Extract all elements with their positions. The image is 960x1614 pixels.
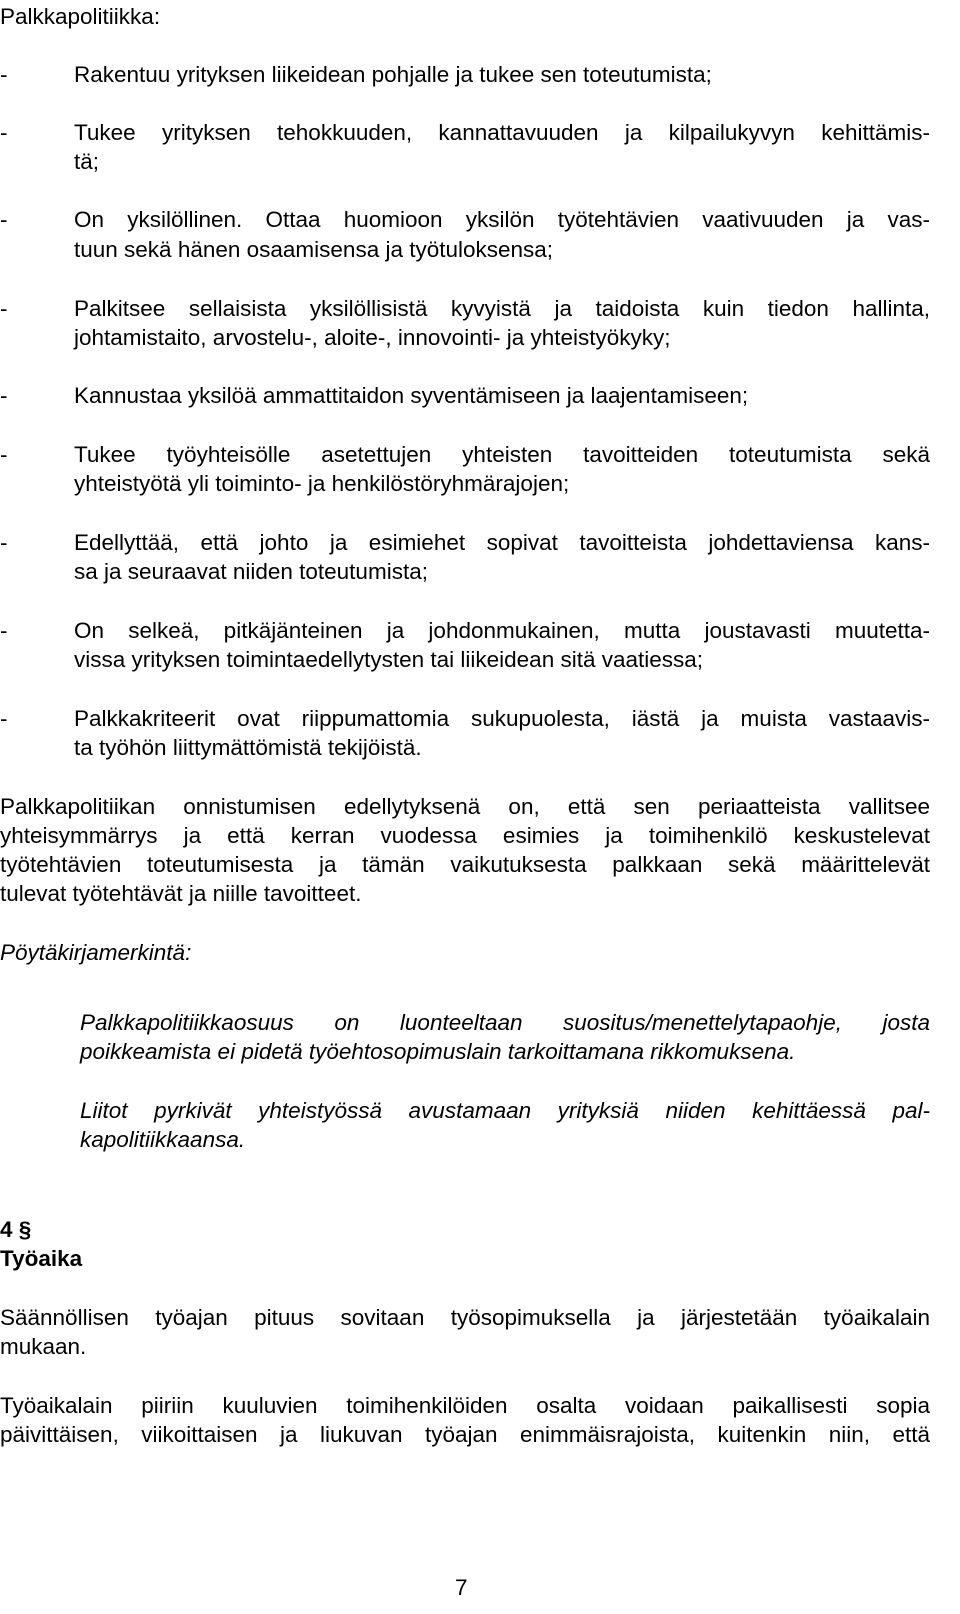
bullet-line: On selkeä, pitkäjänteinen ja johdonmukainen, mutta joustavasti muutetta- bbox=[74, 618, 930, 643]
bullet-line: vissa yrityksen toimintaedellytysten tai liikeidean sitä vaatiessa; bbox=[74, 647, 704, 672]
bullet-dash: - bbox=[0, 530, 8, 555]
bullet-line: On yksilöllinen. Ottaa huomioon yksilön työtehtävien vaativuuden ja vas- bbox=[74, 207, 930, 232]
protocol-line: Liitot pyrkivät yhteistyössä avustamaan yrityksiä niiden kehittäessä pal- bbox=[80, 1098, 930, 1123]
page-number: 7 bbox=[455, 1575, 468, 1600]
bullet-dash: - bbox=[0, 62, 8, 87]
paragraph-line: Palkkapolitiikan onnistumisen edellytyksenä on, että sen periaatteista vallitsee bbox=[0, 794, 930, 819]
bullet-dash: - bbox=[0, 120, 8, 145]
paragraph-line: päivittäisen, viikoittaisen ja liukuvan työajan enimmäisrajoista, kuitenkin niin, että bbox=[0, 1422, 930, 1447]
bullet-line: tuun sekä hänen osaamisensa ja työtuloksensa; bbox=[74, 237, 554, 262]
paragraph-line: työtehtävien toteutumisesta ja tämän vaikutuksesta palkkaan sekä määrittelevät bbox=[0, 852, 930, 877]
section-title: Työaika bbox=[0, 1246, 83, 1271]
bullet-dash: - bbox=[0, 383, 8, 408]
protocol-heading: Pöytäkirjamerkintä: bbox=[0, 940, 192, 965]
palkkapolitiikka-heading: Palkkapolitiikka: bbox=[0, 4, 161, 29]
paragraph-line: Työaikalain piiriin kuuluvien toimihenkilöiden osalta voidaan paikallisesti sopia bbox=[0, 1393, 930, 1418]
paragraph-line: yhteisymmärrys ja että kerran vuodessa esimies ja toimihenkilö keskustelevat bbox=[0, 823, 930, 848]
bullet-line: sa ja seuraavat niiden toteutumista; bbox=[74, 559, 428, 584]
section-number: 4 § bbox=[0, 1217, 32, 1242]
bullet-line: Palkitsee sellaisista yksilöllisistä kyvyistä ja taidoista kuin tiedon hallinta, bbox=[74, 296, 930, 321]
paragraph-line: Säännöllisen työajan pituus sovitaan työsopimuksella ja järjestetään työaikalain bbox=[0, 1305, 930, 1330]
paragraph-line: mukaan. bbox=[0, 1334, 87, 1359]
bullet-line: Tukee työyhteisölle asetettujen yhteisten tavoitteiden toteutumista sekä bbox=[74, 442, 930, 467]
bullet-line: Tukee yrityksen tehokkuuden, kannattavuuden ja kilpailukyvyn kehittämis- bbox=[74, 120, 930, 145]
bullet-dash: - bbox=[0, 296, 8, 321]
bullet-line: ta työhön liittymättömistä tekijöistä. bbox=[74, 735, 422, 760]
bullet-line: johtamistaito, arvostelu-, aloite-, innovointi- ja yhteistyökyky; bbox=[74, 325, 671, 350]
protocol-line: poikkeamista ei pidetä työehtosopimuslain tarkoittamana rikkomuksena. bbox=[80, 1039, 796, 1064]
paragraph-line: tulevat työtehtävät ja niille tavoitteet. bbox=[0, 881, 362, 906]
bullet-dash: - bbox=[0, 618, 8, 643]
bullet-line: Palkkakriteerit ovat riippumattomia sukupuolesta, iästä ja muista vastaavis- bbox=[74, 706, 930, 731]
bullet-dash: - bbox=[0, 442, 8, 467]
bullet-line: Rakentuu yrityksen liikeidean pohjalle ja tukee sen toteutumista; bbox=[74, 62, 712, 87]
bullet-line: Kannustaa yksilöä ammattitaidon syventämiseen ja laajentamiseen; bbox=[74, 383, 749, 408]
bullet-line: yhteistyötä yli toiminto- ja henkilöstöryhmärajojen; bbox=[74, 471, 570, 496]
bullet-line: tä; bbox=[74, 149, 100, 174]
protocol-line: kapolitiikkaansa. bbox=[80, 1127, 246, 1152]
protocol-line: Palkkapolitiikkaosuus on luonteeltaan suositus/menettelytapaohje, josta bbox=[80, 1010, 930, 1035]
bullet-line: Edellyttää, että johto ja esimiehet sopivat tavoitteista johdettaviensa kans- bbox=[74, 530, 930, 555]
bullet-dash: - bbox=[0, 207, 8, 232]
bullet-dash: - bbox=[0, 706, 8, 731]
